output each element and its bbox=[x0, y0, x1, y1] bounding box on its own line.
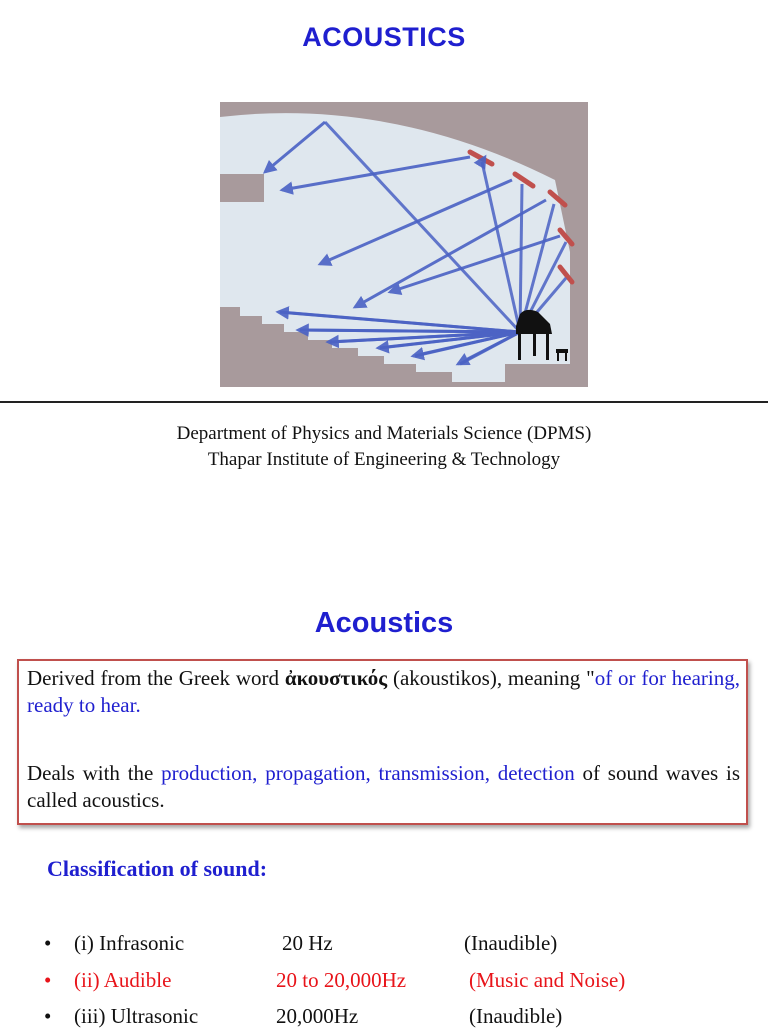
frequency: 20,000Hz bbox=[276, 1004, 359, 1028]
stage bbox=[505, 364, 588, 387]
etymology-mid: (akoustikos), meaning " bbox=[387, 666, 595, 690]
section-title: Acoustics bbox=[314, 607, 454, 639]
section-divider bbox=[0, 401, 768, 403]
audibility: (Music and Noise) bbox=[469, 968, 626, 992]
etymology-prefix: Derived from the Greek word bbox=[27, 666, 285, 690]
institute-name: Thapar Institute of Engineering & Technology bbox=[207, 449, 561, 470]
definition-highlight: production, propagation, transmission, detection bbox=[161, 761, 575, 785]
definition-box bbox=[17, 659, 748, 825]
slide-title: ACOUSTICS bbox=[302, 22, 466, 52]
definition-prefix: Deals with the bbox=[27, 761, 162, 785]
concert-hall-illustration bbox=[220, 102, 588, 387]
frequency: 20 Hz bbox=[282, 931, 333, 955]
meaning-text: of or for hearing, ready to hear. bbox=[27, 666, 740, 717]
sound-type: (iii) Ultrasonic bbox=[74, 1004, 199, 1028]
affiliation bbox=[0, 421, 768, 473]
definition-paragraph bbox=[27, 760, 740, 814]
audibility: (Inaudible) bbox=[464, 931, 558, 955]
definition-suffix: of sound waves is called acoustics. bbox=[27, 761, 740, 812]
bullet: • bbox=[44, 968, 52, 992]
audibility: (Inaudible) bbox=[469, 1004, 563, 1028]
classification-heading: Classification of sound: bbox=[47, 856, 268, 881]
sound-type: (i) Infrasonic bbox=[74, 931, 185, 955]
frequency: 20 to 20,000Hz bbox=[276, 968, 407, 992]
bullet: • bbox=[44, 1004, 52, 1028]
balcony bbox=[220, 174, 264, 202]
bullet: • bbox=[44, 931, 52, 955]
sound-type: (ii) Audible bbox=[74, 968, 172, 992]
etymology-paragraph bbox=[27, 665, 740, 719]
department-name: Department of Physics and Materials Science (DPMS) bbox=[176, 423, 592, 444]
greek-word: ἀκουστικός bbox=[284, 666, 388, 690]
